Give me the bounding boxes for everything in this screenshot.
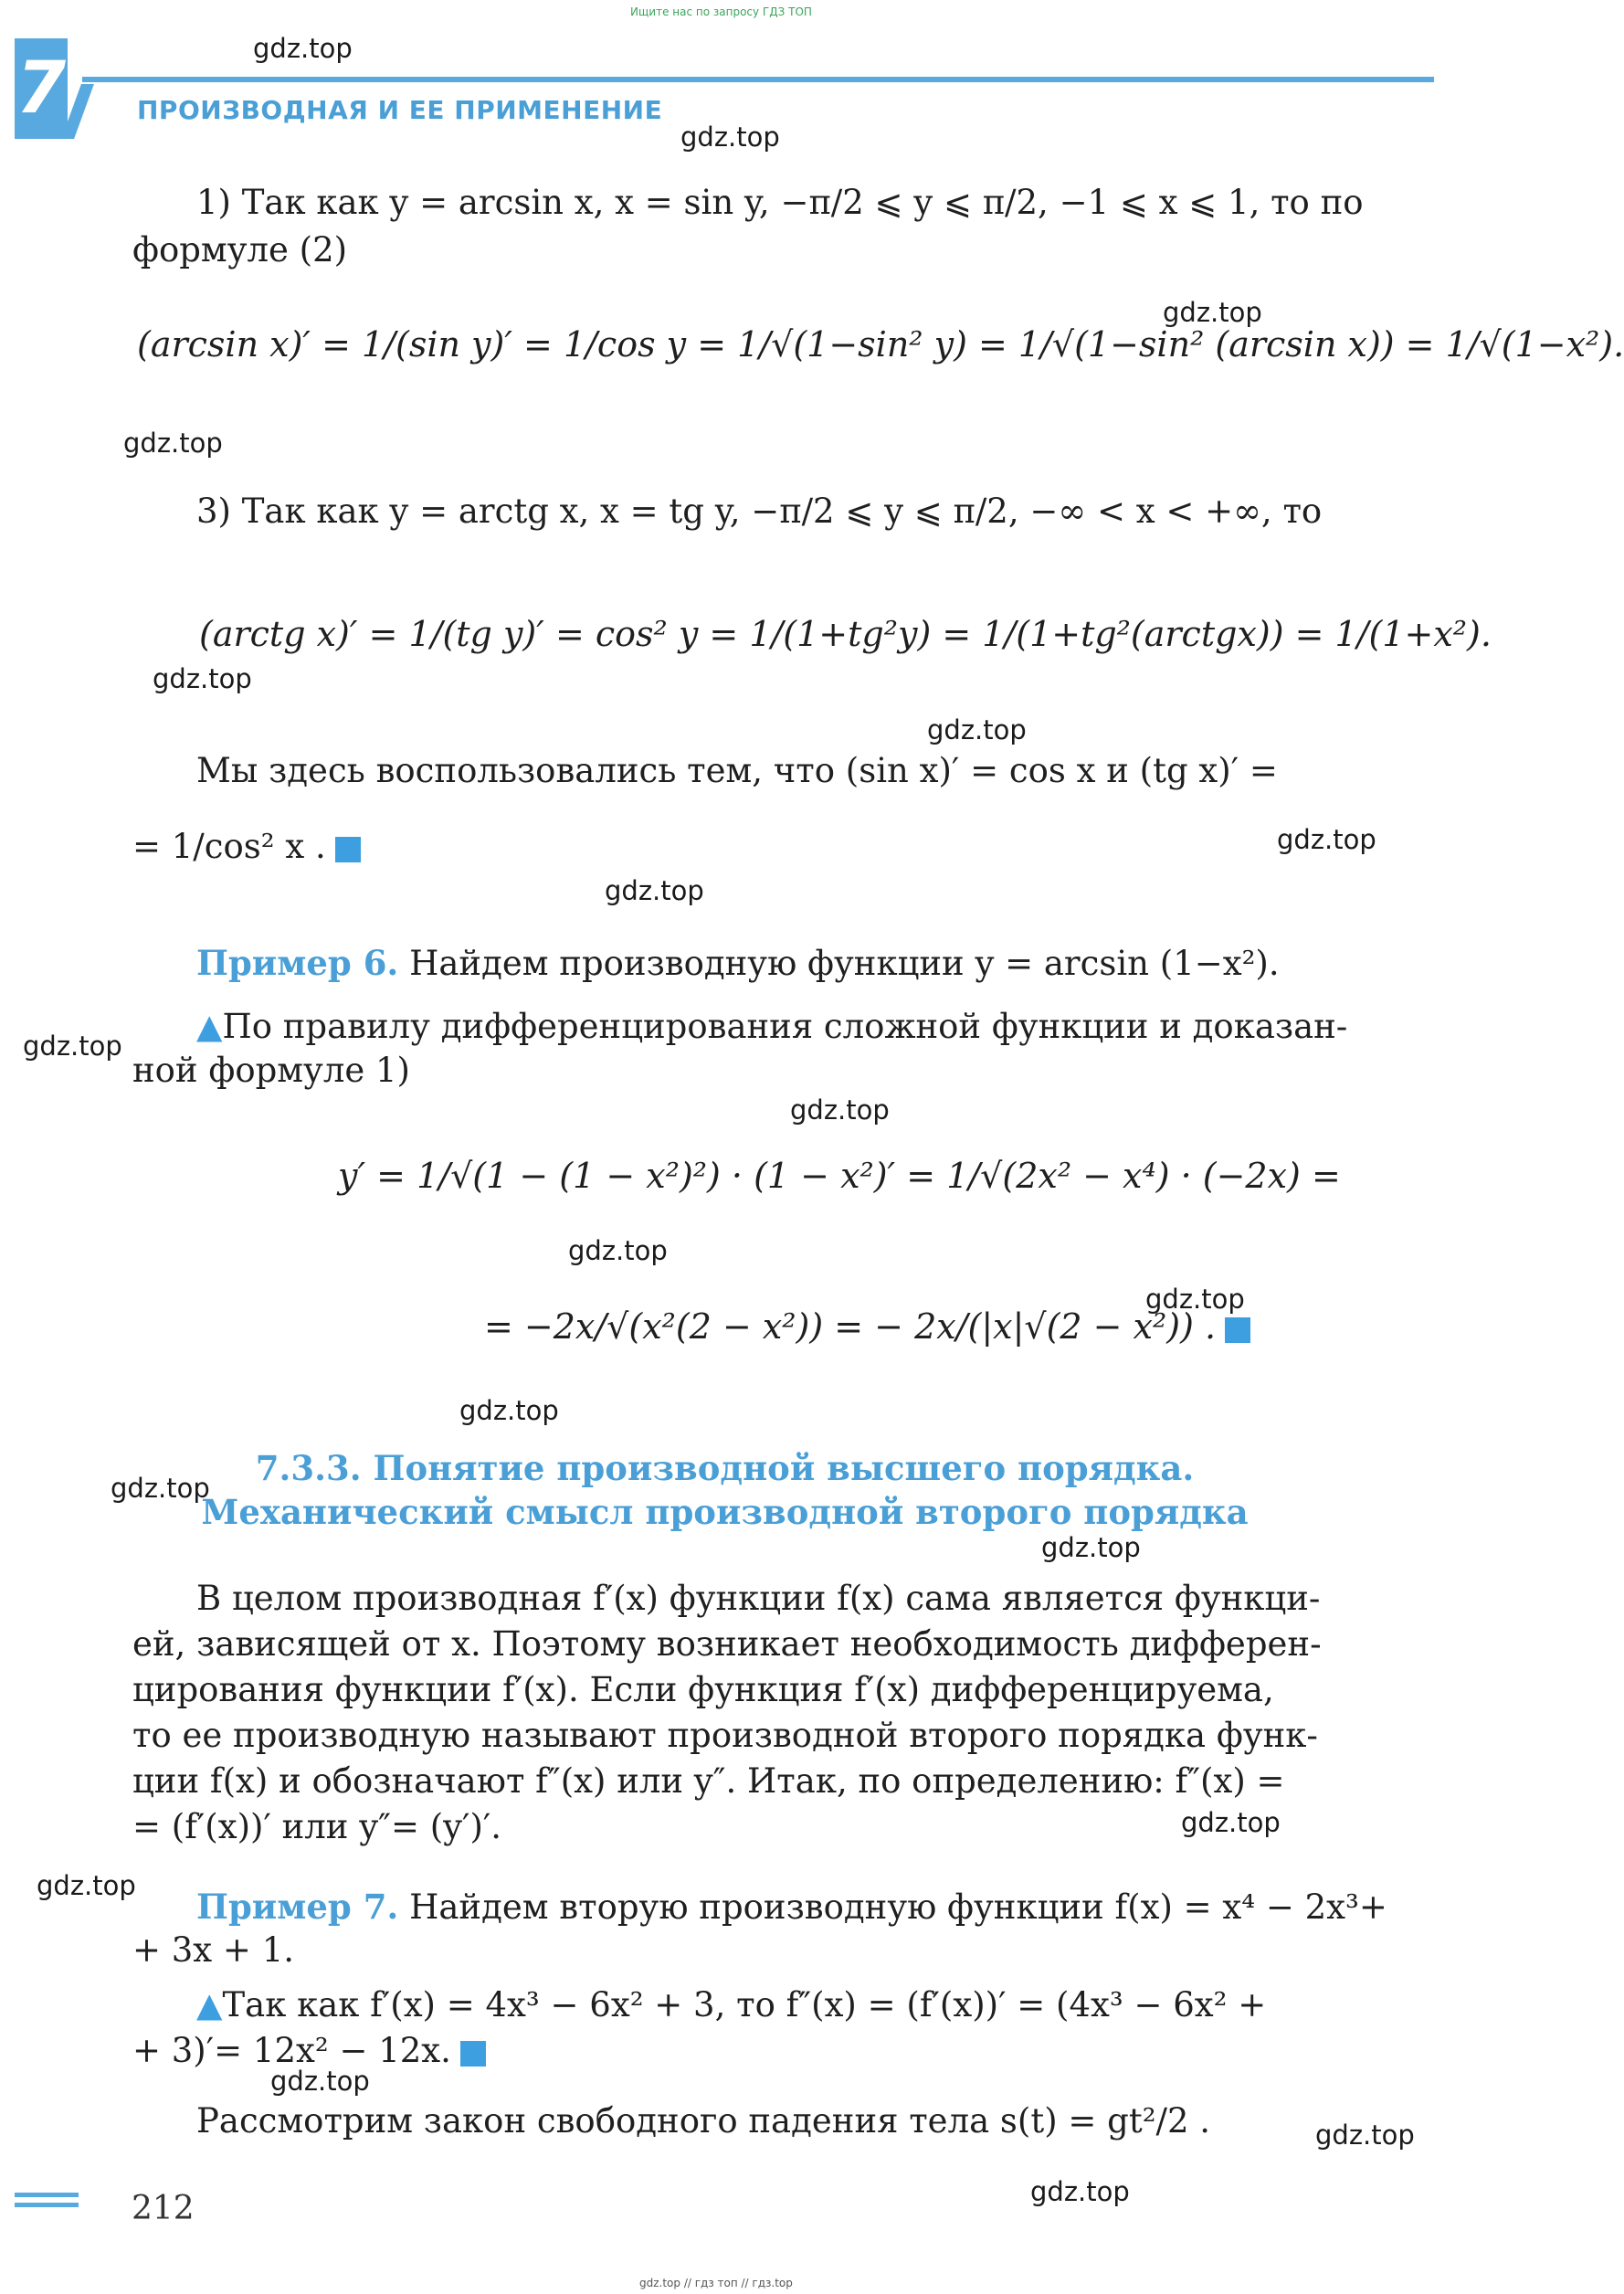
triangle-marker-icon: ▲ [196,1985,223,2024]
example7-label: Пример 7. [196,1887,399,1927]
watermark: gdz.top [605,875,704,906]
example7-text2: + 3x + 1. [132,1930,294,1970]
page-number: 212 [132,2190,195,2227]
section-title-line2: Механический смысл производной второго порядка [201,1492,1249,1532]
watermark: gdz.top [253,33,353,64]
watermark: gdz.top [1041,1532,1141,1563]
section-title-line1: 7.3.3. Понятие производной высшего порядка. [255,1448,1195,1488]
watermark: gdz.top [153,663,252,694]
example7-sol1: Так как f′(x) = 4x³ − 6x² + 3, то f″(x) = (f′(x))′ = (4x³ − 6x² + [222,1985,1267,2024]
top-note: Ищите нас по запросу ГДЗ ТОП [630,5,812,18]
triangle-marker-icon: ▲ [196,1007,223,1046]
example6-formula2: = −2x/√(x²(2 − x²)) = − 2x/(|x|√(2 − x²)) . [484,1306,1217,1347]
watermark: gdz.top [459,1395,559,1426]
end-of-proof-marker [335,837,361,862]
end-of-proof-marker [460,2041,486,2067]
item3-formula: (arctg x)′ = 1/(tg y)′ = cos² y = 1/(1+tg²y) = 1/(1+tg²(arctgx)) = 1/(1+x²). [199,614,1492,654]
paragraph-line: ей, зависящей от x. Поэтому возникает необходимость дифферен- [132,1624,1322,1664]
example6-text: Найдем производную функции y = arcsin (1−x²). [409,944,1280,983]
watermark: gdz.top [23,1031,122,1062]
watermark: gdz.top [568,1235,668,1266]
watermark: gdz.top [1315,2120,1415,2151]
watermark: gdz.top [111,1473,210,1504]
example6-line2: ной формуле 1) [132,1051,410,1090]
item1-intro-continued: формуле (2) [132,230,348,270]
watermark: gdz.top [790,1094,890,1126]
watermark: gdz.top [1181,1807,1281,1838]
last-line: Рассмотрим закон свободного падения тела s(t) = gt²/2 . [196,2101,1211,2141]
watermark: gdz.top [1163,297,1262,328]
watermark: gdz.top [1277,824,1376,855]
example7-text1: Найдем вторую производную функции f(x) = x⁴ − 2x³+ [409,1887,1387,1927]
remark-formula: = 1/cos² x . [132,827,326,866]
paragraph-line: = (f′(x))′ или y″= (y′)′. [132,1807,502,1846]
paragraph-line: ции f(x) и обозначают f″(x) или y″. Итак, по определению: f″(x) = [132,1761,1285,1801]
example6-formula2-row [484,1306,1250,1347]
bottom-note: gdz.top // гдз топ // гдз.top [639,2277,793,2289]
paragraph-line: то ее производную называют производной второго порядка функ- [132,1716,1318,1755]
watermark: gdz.top [1145,1284,1245,1315]
example6-solution-line1: По правилу дифференцирования сложной функции и доказан- [222,1007,1348,1046]
watermark: gdz.top [680,122,780,153]
example6-line1 [196,1007,1347,1046]
item1-intro: 1) Так как y = arcsin x, x = sin y, −π/2 ⩽ y ⩽ π/2, −1 ⩽ x ⩽ 1, то по [196,183,1364,222]
header-rule [82,77,1434,82]
chapter-number: 7 [15,38,68,139]
paragraph-line: В целом производная f′(x) функции f(x) сама является функци- [196,1579,1321,1618]
example6-label: Пример 6. [196,943,399,983]
example6-heading [196,943,1280,983]
watermark: gdz.top [123,428,223,459]
watermark: gdz.top [927,714,1027,745]
example7-heading [196,1887,1387,1927]
watermark: gdz.top [37,1870,136,1901]
example7-solution-line1 [196,1985,1266,2024]
remark-line1: Мы здесь воспользовались тем, что (sin x)′ = cos x и (tg x)′ = [196,751,1278,790]
item3-intro: 3) Так как y = arctg x, x = tg y, −π/2 ⩽ y ⩽ π/2, −∞ < x < +∞, то [196,492,1323,531]
chapter-title: ПРОИЗВОДНАЯ И ЕЕ ПРИМЕНЕНИЕ [137,95,663,125]
watermark: gdz.top [270,2066,370,2097]
watermark: gdz.top [1030,2176,1130,2207]
item1-formula: (arcsin x)′ = 1/(sin y)′ = 1/cos y = 1/√(1−sin² y) = 1/√(1−sin² (arcsin x)) = 1/√(1−x²). [137,324,1624,365]
paragraph-line: цирования функции f′(x). Если функция f′(x) дифференцируема, [132,1670,1274,1709]
example7-sol2: + 3)′= 12x² − 12x. [132,2031,451,2070]
end-of-proof-marker [1225,1317,1250,1343]
example6-formula1: y′ = 1/√(1 − (1 − x²)²) · (1 − x²)′ = 1/√(2x² − x⁴) · (−2x) = [338,1156,1341,1196]
example7-solution-line2 [132,2031,486,2070]
footer-stripes [15,2193,79,2213]
remark-line2 [132,827,361,866]
